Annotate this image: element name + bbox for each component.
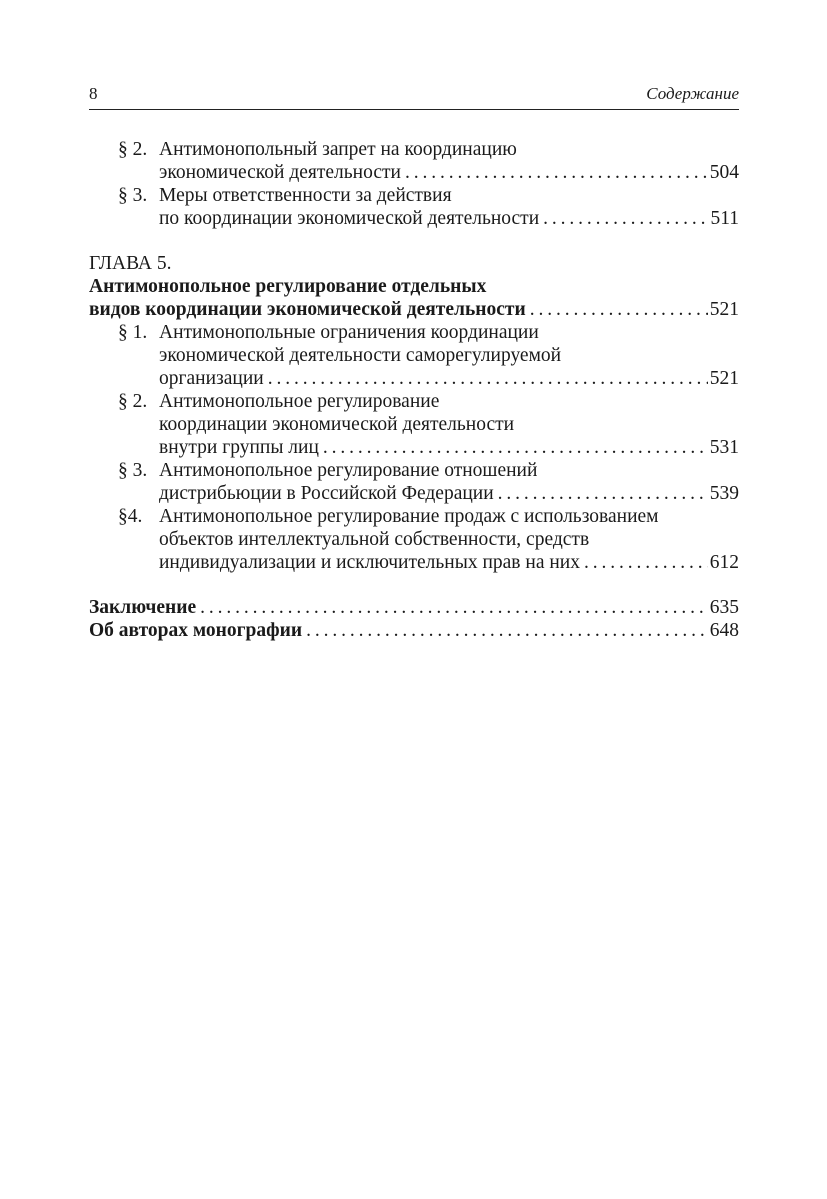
section-title-line: объектов интеллектуальной собственности, средств [159,529,590,550]
toc-entry-ch5-s4[interactable] [89,505,739,528]
toc-leader-line [159,551,739,574]
section-title-line: организации [159,368,264,389]
chapter-label: ГЛАВА 5. [89,253,172,274]
section-title-line: индивидуализации и исключительных прав на них [159,552,580,573]
toc-entry-ch5-s1[interactable] [89,321,739,344]
toc-entry-ch5-s3[interactable] [89,459,739,482]
running-title: Содержание [646,84,739,103]
dot-leader [200,596,708,619]
section-title-line: Антимонопольное регулирование продаж с использованием [159,506,659,527]
toc-entry-conclusion[interactable] [89,596,739,619]
toc-leader-line [89,596,739,619]
dot-leader [306,619,708,642]
chapter-title-line: видов координации экономической деятельности [89,299,526,320]
page-ref: 539 [709,483,739,504]
page-ref: 521 [709,299,739,320]
section-number: § 2. [118,139,148,160]
toc-entry-authors[interactable] [89,619,739,642]
toc-leader-line [89,298,739,321]
page-ref: 648 [709,620,739,641]
section-title-line: экономической деятельности саморегулируемой [159,345,562,366]
section-title-line: Меры ответственности за действия [159,185,452,206]
page-ref: 511 [710,208,739,229]
toc-leader-line [159,482,739,505]
conclusion-title: Заключение [89,597,197,618]
dot-leader [530,298,708,321]
dot-leader [584,551,708,574]
toc-entry-ch4-s3[interactable] [89,184,739,207]
page-number: 8 [89,84,98,103]
section-number: §4. [118,506,143,527]
toc-leader-line [89,619,739,642]
page-header [89,84,739,110]
chapter-title-line: Антимонопольное регулирование отдельных [89,276,487,297]
page-ref: 531 [709,437,739,458]
toc-leader-line [159,367,739,390]
page-ref: 504 [709,162,739,183]
section-title-line: Антимонопольное регулирование [159,391,440,412]
section-title-line: Антимонопольные ограничения координации [159,322,539,343]
section-title-line: Антимонопольный запрет на координацию [159,139,517,160]
authors-title: Об авторах монографии [89,620,303,641]
section-title-line: дистрибьюции в Российской Федерации [159,483,494,504]
dot-leader [268,367,708,390]
dot-leader [543,207,708,230]
section-number: § 2. [118,391,148,412]
section-number: § 3. [118,460,148,481]
section-title-line: Антимонопольное регулирование отношений [159,460,538,481]
chapter-title[interactable] [89,275,739,298]
toc-leader-line [159,207,739,230]
toc-entry-ch5-s2[interactable] [89,390,739,413]
section-number: § 1. [118,322,148,343]
dot-leader [405,161,708,184]
section-title-line: внутри группы лиц [159,437,319,458]
toc-entry-ch4-s2[interactable] [89,138,739,161]
toc-leader-line [159,436,739,459]
section-title-line: экономической деятельности [159,162,401,183]
toc-leader-line [159,161,739,184]
section-title-line: по координации экономической деятельности [159,208,540,229]
page-ref: 612 [709,552,739,573]
section-title-line: координации экономической деятельности [159,414,515,435]
page-ref: 635 [709,597,739,618]
table-of-contents [89,138,739,642]
section-number: § 3. [118,185,148,206]
page-ref: 521 [709,368,739,389]
dot-leader [498,482,708,505]
dot-leader [323,436,708,459]
